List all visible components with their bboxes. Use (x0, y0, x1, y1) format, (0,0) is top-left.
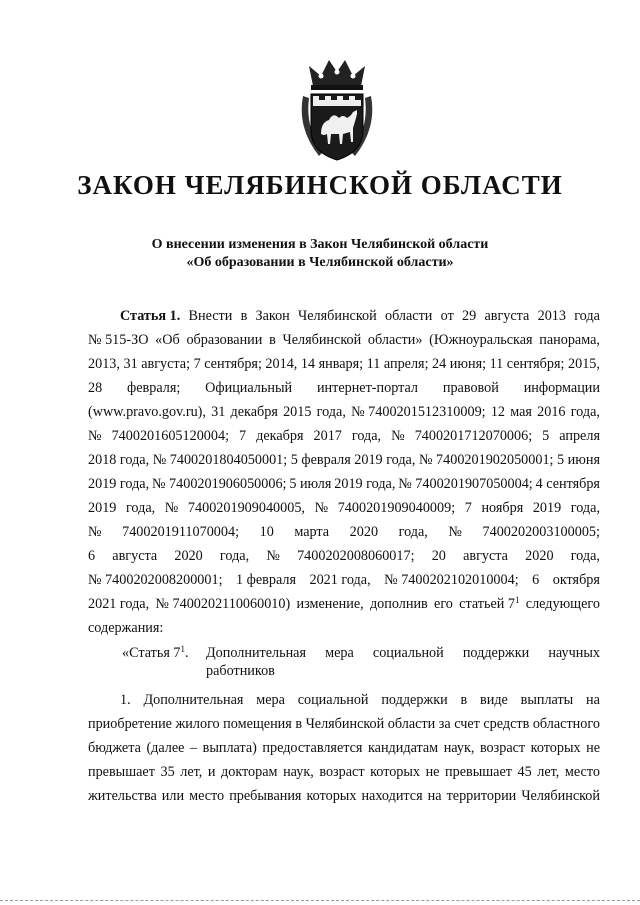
word: 7 (507, 596, 515, 612)
word: года, (316, 404, 346, 420)
word: 2020 (525, 548, 554, 564)
word: 2020 (349, 524, 379, 540)
page-bottom-edge (0, 900, 640, 902)
word: находится (361, 788, 423, 804)
word: изменение, (296, 596, 364, 612)
text-line (88, 328, 600, 352)
word: 10 (259, 524, 274, 540)
text-line (88, 784, 600, 808)
word: информации (523, 380, 600, 396)
superscript: 1 (180, 644, 186, 654)
text-line (88, 616, 600, 640)
word: выплата) (202, 740, 257, 756)
word: 7400201712070006; (414, 428, 533, 444)
word: № 7400201512310009; (351, 404, 486, 420)
word: № 7400202110060010) (155, 596, 291, 612)
word: 12 (490, 404, 505, 420)
word: № 7400202008200001; (88, 572, 223, 588)
word: предоставляется (262, 740, 363, 756)
article-7-1-label (122, 644, 206, 662)
word: года, (219, 548, 250, 564)
word: 2019 года, (354, 452, 416, 468)
label-text: «Статья 7 (122, 645, 181, 661)
subtitle-line-1: О внесении изменения в Закон Челябинской области (151, 237, 489, 252)
word: лет, (537, 764, 560, 780)
word: Челябинской (298, 308, 377, 324)
word: 1. (120, 692, 131, 708)
text-line (88, 472, 600, 496)
word: 2021 года, (309, 572, 371, 588)
word: выплаты (520, 692, 574, 708)
word: социальной (372, 645, 444, 661)
word: 7400201911070004; (122, 524, 240, 540)
word: марта (294, 524, 330, 540)
word: не (425, 764, 440, 780)
word: № (448, 524, 462, 540)
word: 2019 (88, 500, 117, 516)
word: 2020 (174, 548, 203, 564)
word: областного (532, 716, 600, 732)
heading-words (206, 644, 600, 662)
word: социальной (297, 692, 369, 708)
word: которых (370, 764, 421, 780)
text-line (88, 544, 600, 568)
superscript: 1 (514, 595, 520, 605)
word: территории (446, 788, 517, 804)
word: 28 (88, 380, 103, 396)
word: возраст (479, 740, 526, 756)
word: в (460, 692, 468, 708)
word: в (240, 308, 248, 324)
word: 7400202008060017; (297, 548, 415, 564)
word: 2019 года, (334, 476, 396, 492)
word: № 515-ЗО (88, 332, 149, 348)
word: 2015 (283, 404, 312, 420)
word: (www.pravo.gov.ru), (88, 404, 206, 420)
word: 7 (464, 500, 472, 516)
word: содержания: (88, 620, 164, 636)
word: 7 сентября; (193, 356, 262, 372)
paragraph-1-text (88, 688, 600, 808)
word: жительства (88, 788, 157, 804)
word: 7400201909040005, (187, 500, 305, 516)
chelyabinsk-coat-of-arms-icon (297, 56, 377, 162)
word: поддержки (381, 692, 448, 708)
word: приобретение (88, 716, 172, 732)
word: докторам (221, 764, 278, 780)
word: апреля (559, 428, 600, 444)
word: помещения (223, 716, 292, 732)
word: место (564, 764, 600, 780)
word: 2015, (568, 356, 600, 372)
word: года, (570, 500, 600, 516)
word: года (574, 308, 600, 324)
word: октября (552, 572, 600, 588)
word: Дополнительная (206, 645, 306, 661)
word: февраля; (127, 380, 181, 396)
word: мера (256, 692, 285, 708)
word: года, (570, 548, 600, 564)
word: 2018 года, (88, 452, 150, 468)
word: которых (306, 788, 357, 804)
word: 20 (431, 548, 446, 564)
word: правовой (442, 380, 499, 396)
word: 2013 (537, 308, 566, 324)
word: 29 (462, 308, 477, 324)
text-line (88, 352, 600, 376)
word: ноября (481, 500, 524, 516)
word: виде (480, 692, 508, 708)
word: года, (398, 524, 428, 540)
word: не (586, 740, 600, 756)
word: августа (484, 308, 530, 324)
word: 2019 года, (88, 476, 150, 492)
word: августа (463, 548, 508, 564)
text-line (88, 688, 600, 712)
heading-row-1 (122, 644, 600, 662)
word: в (269, 332, 276, 348)
word: (далее (146, 740, 185, 756)
word: года, (351, 428, 382, 444)
word: 4 сентября (535, 476, 600, 492)
word: года, (125, 500, 156, 516)
word: наук, (283, 764, 314, 780)
text-line (88, 304, 600, 328)
word: № 7400201907050004; (398, 476, 533, 492)
word: № (391, 428, 405, 444)
label-dot: . (185, 645, 189, 661)
word: на (427, 788, 442, 804)
word: Внести (188, 308, 233, 324)
word: дополнив (369, 596, 428, 612)
word: № 7400201804050001; (152, 452, 288, 468)
word: № (164, 500, 179, 516)
word: мая (510, 404, 532, 420)
word: 7400201605120004; (111, 428, 230, 444)
word: Челябинской (305, 716, 385, 732)
word: которых (530, 740, 581, 756)
word: (Южноуральская (429, 332, 533, 348)
word: за (438, 716, 451, 732)
word: 2013, 31 августа; (88, 356, 191, 372)
word (459, 592, 519, 616)
text-line (88, 400, 600, 424)
word: № 7400202102010004; (384, 572, 519, 588)
word: № 7400201906050006; (151, 476, 287, 492)
word: интернет-портал (316, 380, 418, 396)
word: 5 июня (557, 452, 600, 468)
article-1-text (88, 304, 600, 640)
text-line (88, 520, 600, 544)
text-line (88, 448, 600, 472)
word: следующего (525, 596, 600, 612)
word: или (161, 788, 185, 804)
article-7-1-heading (122, 644, 600, 680)
word: кандидатам (367, 740, 439, 756)
text-line (88, 736, 600, 760)
word: № (266, 548, 280, 564)
subtitle-line-2: «Об образовании в Челябинской области» (186, 255, 454, 270)
word: 2014, 14 января; (265, 356, 364, 372)
word: – (190, 740, 198, 756)
word: области (384, 308, 433, 324)
word: наук, (443, 740, 475, 756)
word: Официальный (205, 380, 293, 396)
word: пребывания (229, 788, 302, 804)
word: в (295, 716, 303, 732)
word: от (440, 308, 454, 324)
word: и (207, 764, 216, 780)
word: жилого (175, 716, 220, 732)
word: Челябинской (282, 332, 362, 348)
word: 6 (88, 548, 96, 564)
word: 7400201909040009; (337, 500, 456, 516)
word: возраст (319, 764, 365, 780)
word: Челябинской (521, 788, 600, 804)
word: № (88, 524, 102, 540)
law-subtitle (0, 236, 640, 272)
word: бюджета (88, 740, 141, 756)
word: 35 (160, 764, 175, 780)
word: года, (570, 404, 600, 420)
word: место (189, 788, 225, 804)
word: образовании (186, 332, 263, 348)
article-label: Статья 1. (120, 308, 181, 324)
word: 2016 (537, 404, 566, 420)
word: 24 июня; (432, 356, 487, 372)
word: 11 апреля; (366, 356, 429, 372)
word: № (88, 428, 102, 444)
text-line (88, 712, 600, 736)
text-line (88, 568, 600, 592)
word: 2017 (313, 428, 342, 444)
word: превышает (445, 764, 512, 780)
word: превышает (88, 764, 155, 780)
word: 7400202003100005; (482, 524, 600, 540)
word: панорама, (539, 332, 600, 348)
word: № (314, 500, 329, 516)
text-line (88, 760, 600, 784)
word: августа (112, 548, 158, 564)
word: 2021 года, (88, 596, 150, 612)
word: его (434, 596, 453, 612)
word: Дополнительная (143, 692, 244, 708)
text-line (88, 424, 600, 448)
word: 1 февраля (236, 572, 296, 588)
text-line (88, 376, 600, 400)
word: области (387, 716, 436, 732)
word: 5 (542, 428, 550, 444)
word: 6 (532, 572, 540, 588)
word: 5 июля (289, 476, 332, 492)
word: декабря (256, 428, 304, 444)
word: области» (367, 332, 423, 348)
word: поддержки (462, 645, 530, 661)
word: мера (325, 645, 354, 661)
word: «Об (155, 332, 180, 348)
word: Закон (255, 308, 290, 324)
word: 7 (239, 428, 247, 444)
word: 45 (517, 764, 532, 780)
word: на (586, 692, 600, 708)
word: декабря (230, 404, 278, 420)
word: научных (548, 645, 600, 661)
text-line (88, 496, 600, 520)
word: счет (454, 716, 480, 732)
word: средств (483, 716, 530, 732)
law-title: ЗАКОН ЧЕЛЯБИНСКОЙ ОБЛАСТИ (77, 170, 563, 200)
word: лет, (180, 764, 203, 780)
heading-row-2: работников (206, 663, 275, 679)
text-line (88, 592, 600, 616)
word: 11 сентября; (489, 356, 565, 372)
word: 2019 (532, 500, 562, 516)
word: 31 (211, 404, 226, 420)
word: 5 февраля (290, 452, 351, 468)
word: № 7400201902050001; (418, 452, 554, 468)
word: статьей (459, 596, 505, 612)
